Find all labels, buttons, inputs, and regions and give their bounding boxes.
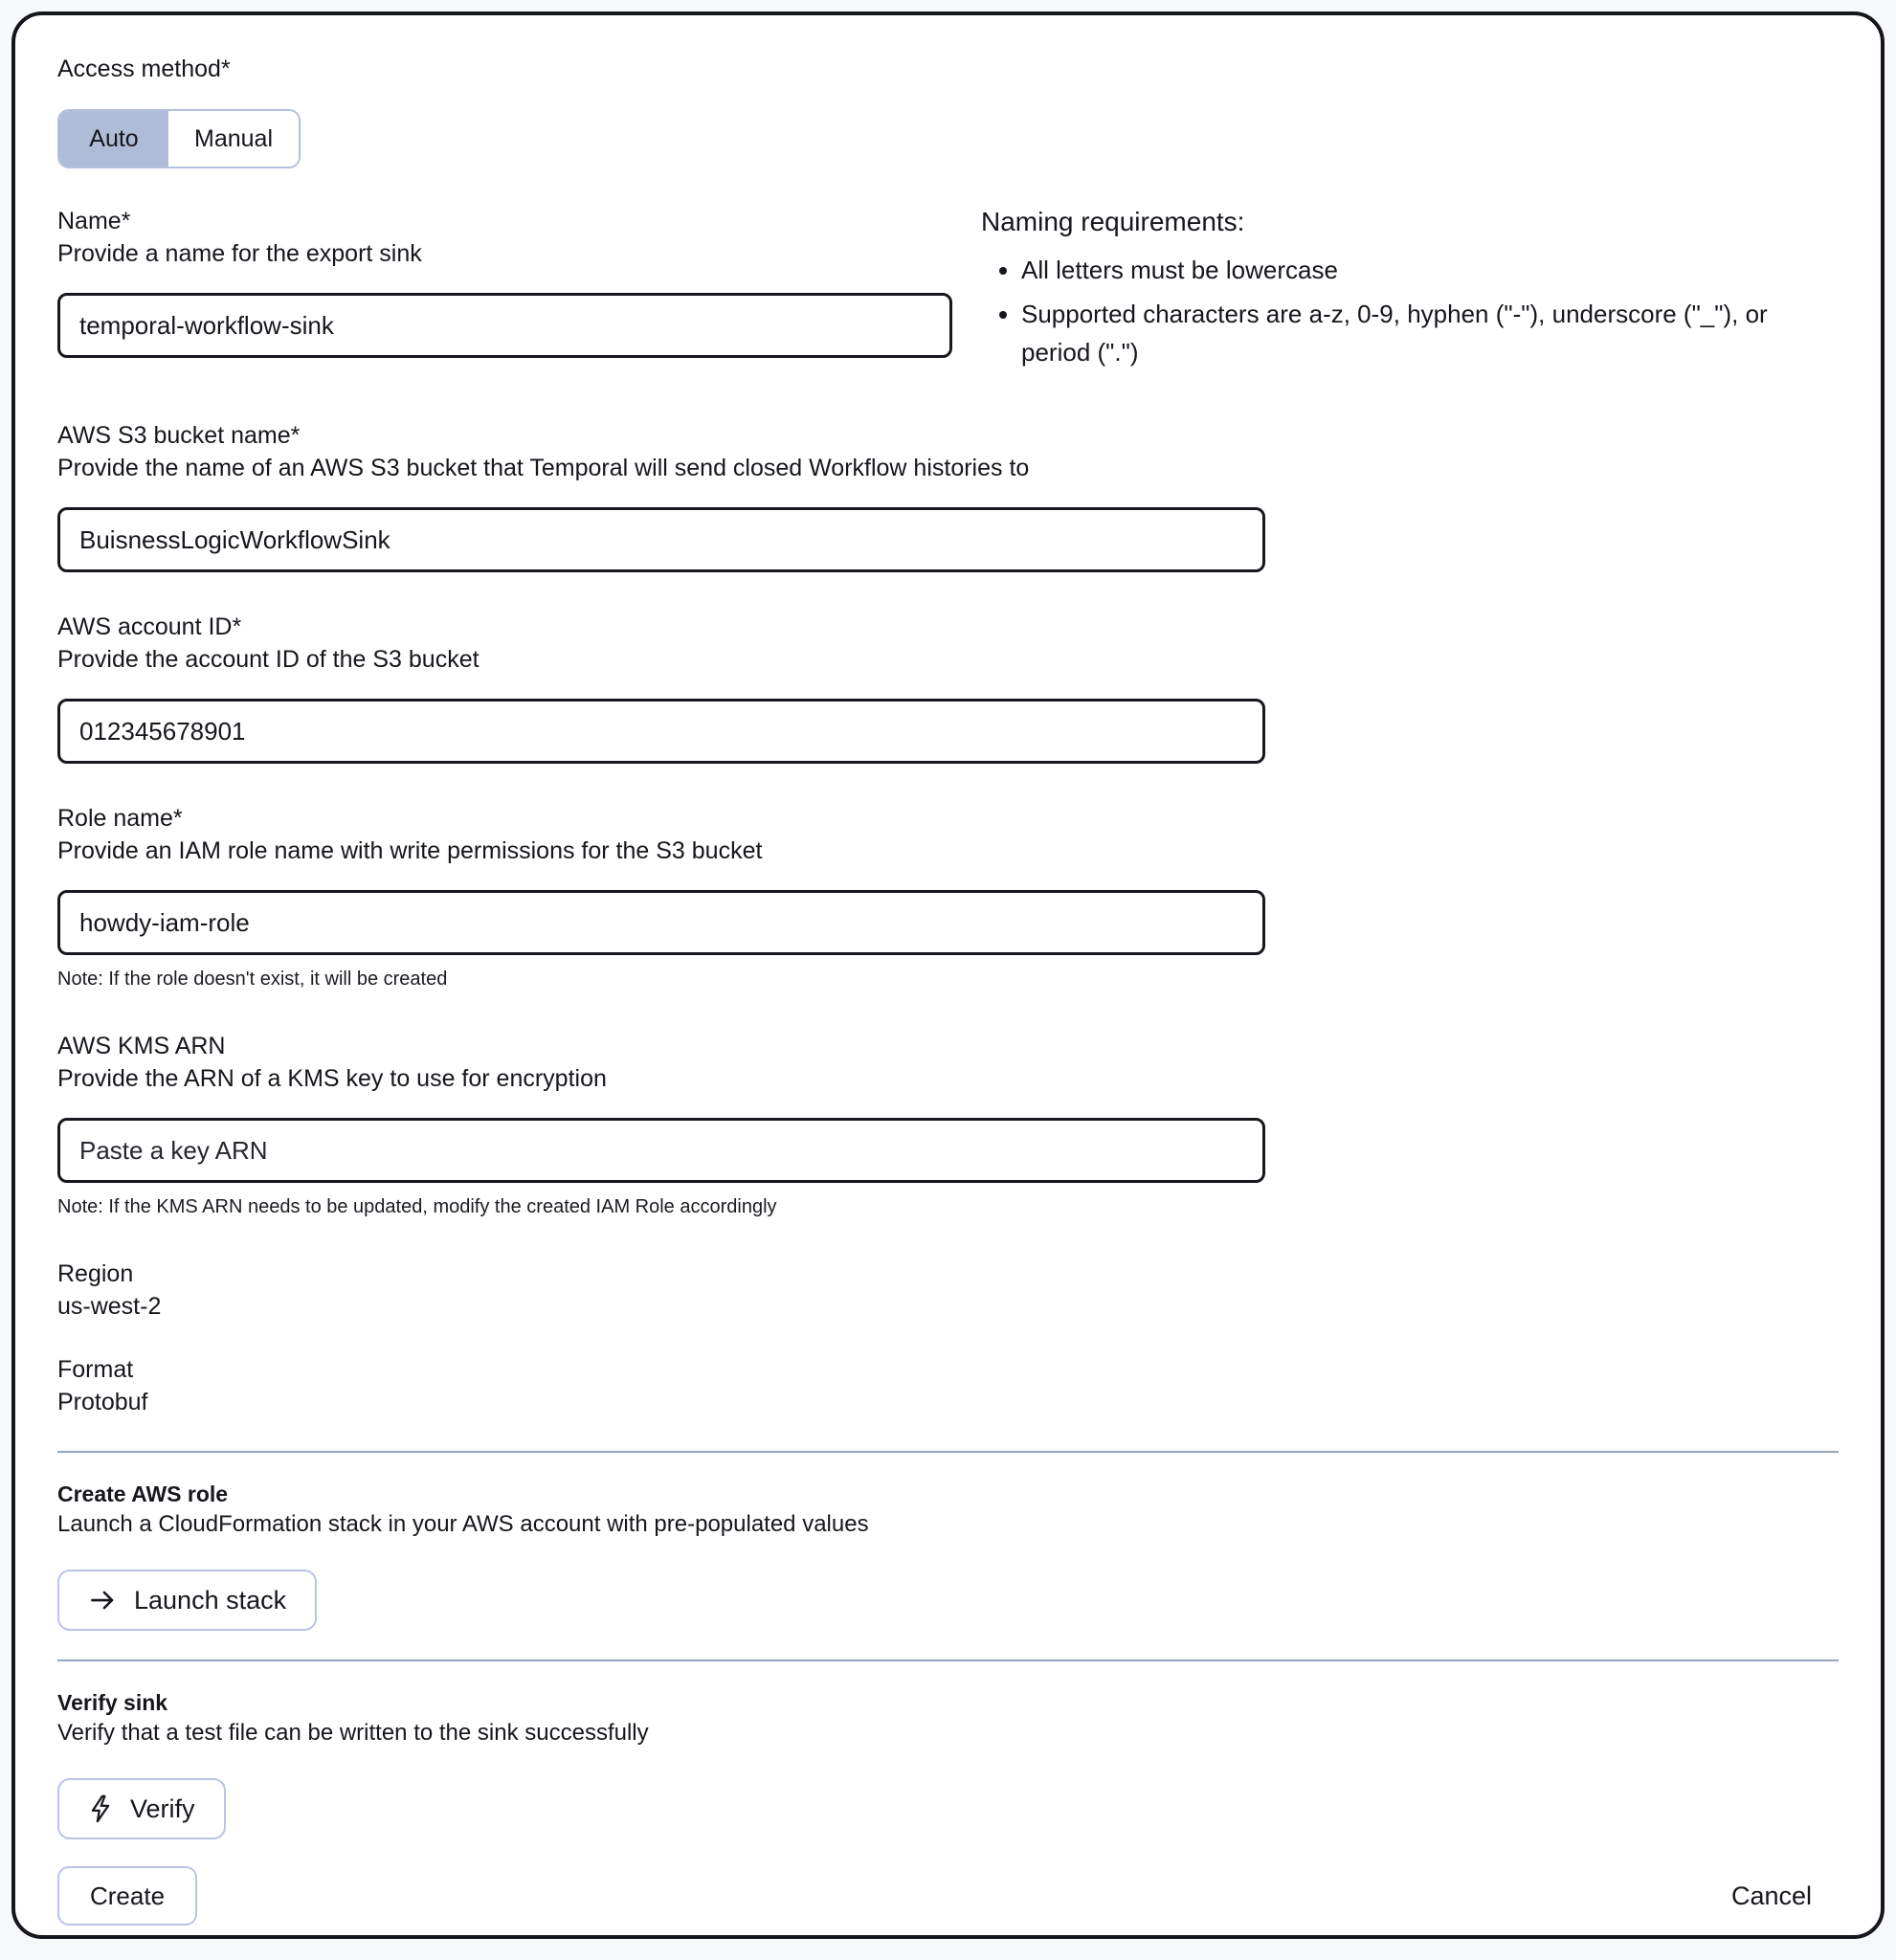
format-label: Format: [57, 1356, 134, 1383]
create-role-title: Create AWS role: [57, 1481, 229, 1506]
launch-stack-button-label: Launch stack: [134, 1585, 287, 1615]
create-button-label: Create: [90, 1881, 166, 1910]
verify-sink-description: Verify that a test file can be written to the sink successfully: [57, 1720, 649, 1746]
role-name-label: Role name*: [57, 805, 183, 832]
verify-button[interactable]: [57, 1778, 226, 1839]
toggle-option-manual[interactable]: [168, 111, 299, 167]
s3-bucket-description: Provide the name of an AWS S3 bucket that Temporal will send closed Workflow histories to: [57, 455, 1030, 481]
verify-button-label: Verify: [130, 1793, 195, 1823]
access-method-toggle: [57, 109, 301, 168]
name-input[interactable]: [57, 293, 952, 358]
role-name-input[interactable]: [57, 890, 1265, 955]
naming-requirements-list: [981, 251, 1839, 371]
section-divider: [57, 1659, 1839, 1661]
toggle-option-manual-label: Manual: [194, 124, 273, 152]
toggle-option-auto-label: Auto: [89, 124, 139, 152]
kms-arn-description: Provide the ARN of a KMS key to use for encryption: [57, 1065, 607, 1092]
kms-arn-input[interactable]: [57, 1118, 1265, 1183]
arrow-right-icon: [88, 1586, 117, 1615]
role-name-note: Note: If the role doesn't exist, it will be created: [57, 969, 448, 990]
cancel-button[interactable]: [1731, 1882, 1812, 1911]
account-id-input[interactable]: [57, 699, 1265, 764]
name-field-description: Provide a name for the export sink: [57, 240, 422, 267]
role-name-description: Provide an IAM role name with write permissions for the S3 bucket: [57, 837, 763, 864]
naming-requirements-title: Naming requirements:: [981, 207, 1245, 236]
lightning-icon: [88, 1794, 113, 1823]
verify-sink-title: Verify sink: [57, 1690, 168, 1715]
section-divider: [57, 1451, 1839, 1453]
naming-requirement-item: • All letters must be lowercase: [1021, 251, 1839, 289]
create-role-description: Launch a CloudFormation stack in your AWS account with pre-populated values: [57, 1511, 869, 1537]
region-value: us-west-2: [57, 1293, 162, 1320]
export-sink-form-card: [11, 11, 1885, 1939]
kms-arn-note: Note: If the KMS ARN needs to be updated, modify the created IAM Role accordingly: [57, 1196, 777, 1217]
access-method-label: Access method*: [57, 56, 231, 82]
launch-stack-button[interactable]: [57, 1570, 317, 1631]
naming-requirement-item: • Supported characters are a-z, 0-9, hyphen ("-"), underscore ("_"), or period ("."): [1021, 295, 1839, 371]
format-value: Protobuf: [57, 1389, 148, 1415]
name-field-label: Name*: [57, 208, 131, 234]
kms-arn-label: AWS KMS ARN: [57, 1033, 226, 1059]
toggle-option-auto[interactable]: [59, 111, 168, 167]
cancel-button-label: Cancel: [1730, 1881, 1812, 1910]
s3-bucket-label: AWS S3 bucket name*: [57, 422, 301, 449]
account-id-description: Provide the account ID of the S3 bucket: [57, 646, 480, 673]
s3-bucket-input[interactable]: [57, 507, 1265, 572]
create-button[interactable]: [57, 1866, 197, 1926]
region-label: Region: [57, 1260, 134, 1287]
account-id-label: AWS account ID*: [57, 613, 242, 640]
